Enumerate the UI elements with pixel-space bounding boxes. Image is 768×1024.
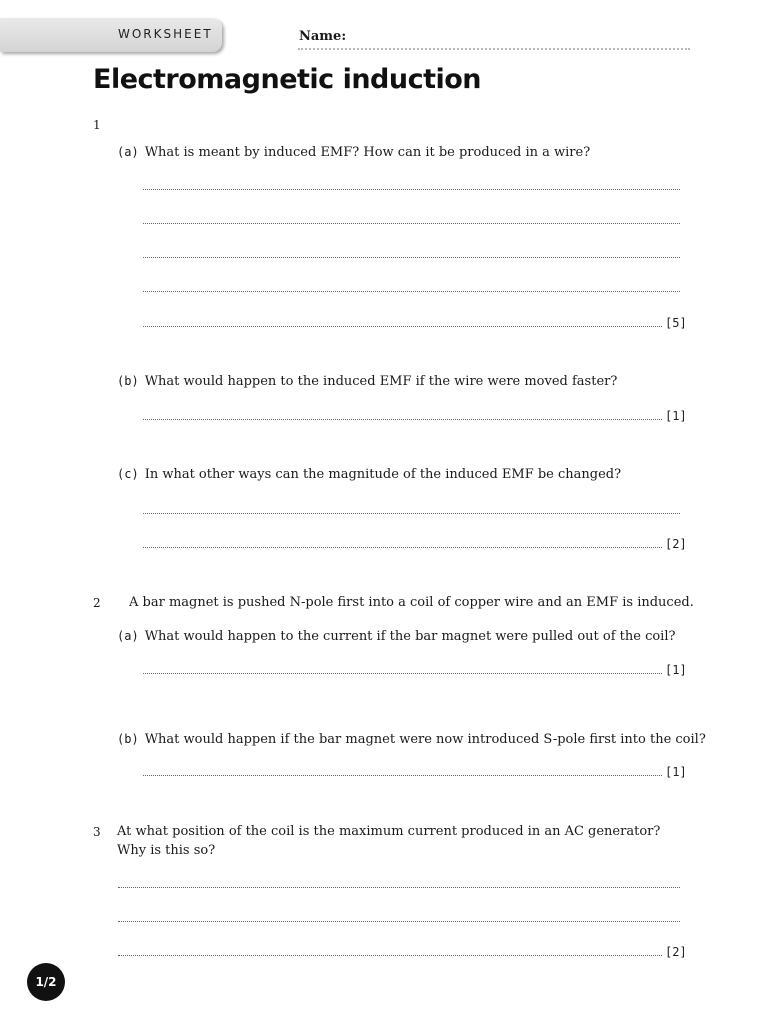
name-answer-line[interactable] (298, 48, 690, 50)
question-1c-marks: [2] (665, 537, 687, 551)
question-2b-marks: [1] (665, 765, 687, 779)
question-2b-text: What would happen if the bar magnet were now introduced S-pole first into the coil? (144, 732, 706, 747)
worksheet-label: WORKSHEET (118, 27, 213, 41)
question-2a-text: What would happen to the current if the bar magnet were pulled out of the coil? (144, 629, 676, 644)
question-1b-label: (b) (117, 374, 139, 388)
answer-line[interactable] (143, 291, 680, 292)
question-2a-label: (a) (117, 629, 139, 643)
answer-line[interactable] (118, 955, 662, 956)
question-2b (117, 730, 706, 749)
answer-line[interactable] (143, 326, 662, 327)
question-3-number: 3 (93, 825, 101, 839)
question-3-text: At what position of the coil is the maximum current produced in an AC generator? Why is this so? (117, 824, 661, 858)
question-1b-text: What would happen to the induced EMF if the wire were moved faster? (144, 374, 618, 389)
answer-line[interactable] (143, 257, 680, 258)
question-2-stem: A bar magnet is pushed N-pole first into a coil of copper wire and an EMF is induced. (129, 595, 694, 610)
question-1c-text: In what other ways can the magnitude of the induced EMF be changed? (144, 467, 622, 482)
question-1b-marks: [1] (665, 409, 687, 423)
question-1c (117, 465, 621, 484)
page-title: Electromagnetic induction (93, 64, 482, 95)
question-1a-marks: [5] (665, 316, 687, 330)
answer-line[interactable] (118, 887, 680, 888)
answer-line[interactable] (143, 223, 680, 224)
question-1a (117, 143, 590, 162)
answer-line[interactable] (143, 419, 662, 420)
worksheet-tab (0, 18, 222, 52)
answer-line[interactable] (143, 775, 662, 776)
answer-line[interactable] (143, 547, 662, 548)
answer-line[interactable] (143, 513, 680, 514)
question-2b-label: (b) (117, 732, 139, 746)
question-1a-text: What is meant by induced EMF? How can it be produced in a wire? (144, 145, 591, 160)
answer-line[interactable] (118, 921, 680, 922)
page-indicator: 1/2 (35, 975, 57, 989)
question-2a (117, 627, 675, 646)
answer-line[interactable] (143, 189, 680, 190)
name-label: Name: (299, 29, 347, 44)
question-1c-label: (c) (117, 467, 139, 481)
question-3-marks: [2] (665, 945, 687, 959)
page-indicator-badge (27, 963, 65, 1001)
question-1-number: 1 (93, 118, 101, 132)
question-1b (117, 372, 617, 391)
answer-line[interactable] (143, 673, 662, 674)
question-2a-marks: [1] (665, 663, 687, 677)
question-2-number: 2 (93, 596, 101, 610)
question-1a-label: (a) (117, 145, 139, 159)
